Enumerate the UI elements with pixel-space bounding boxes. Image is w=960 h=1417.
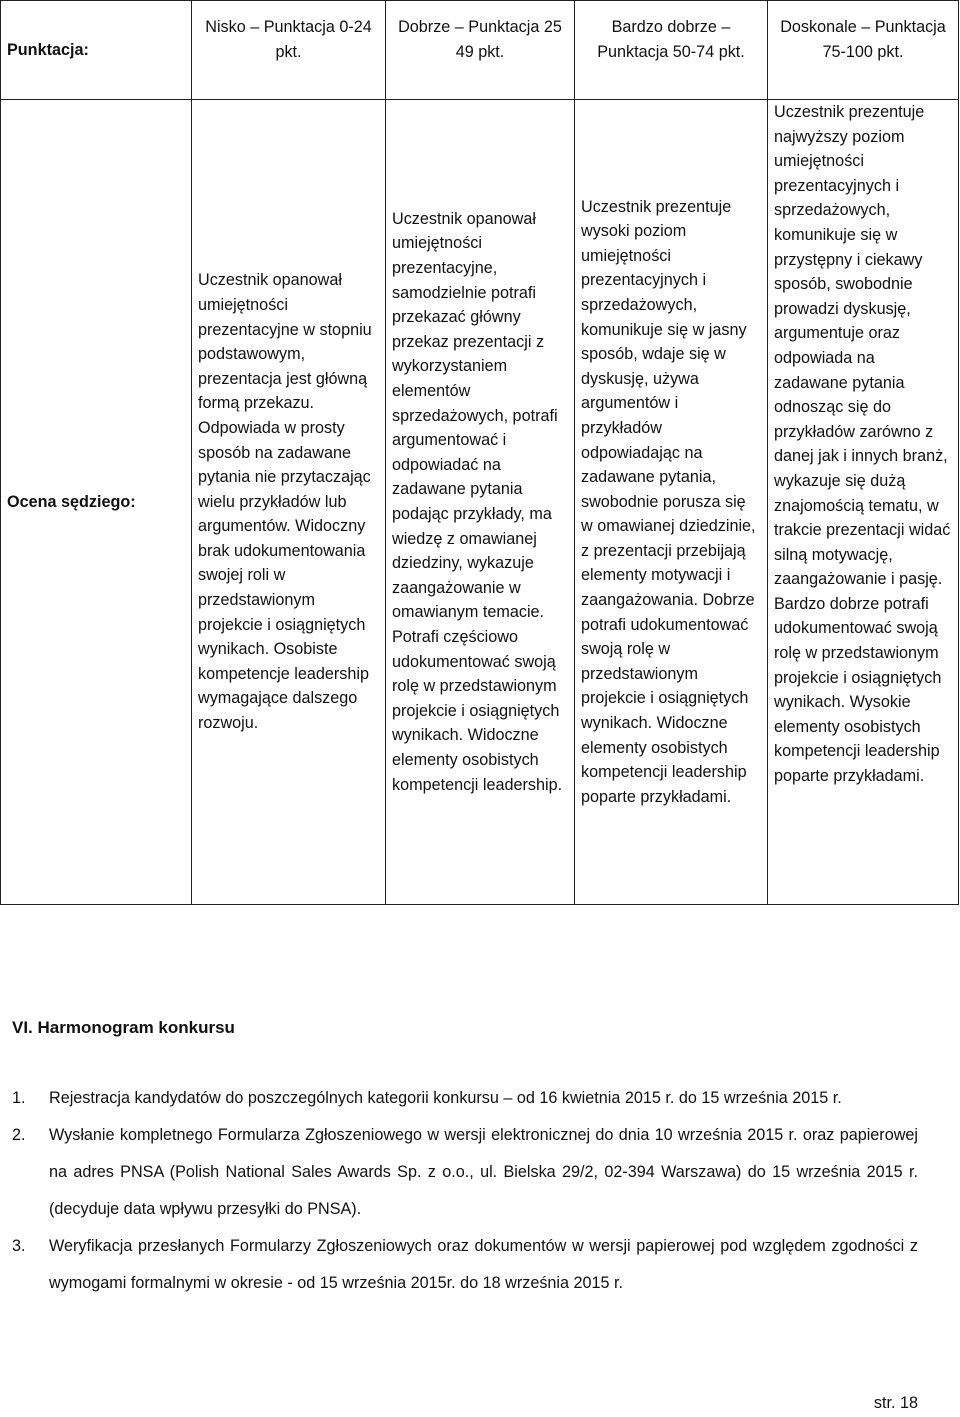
section-title: VI. Harmonogram konkursu bbox=[12, 1018, 235, 1037]
level-description-low: Uczestnik opanował umiejętności prezentacyjne w stopniu podstawowym, prezentacja jest główną formą przekazu. Odpowiada w prosty sposób na zadawane pytania nie przytaczając wielu przykładów lub argumentów. Widoczny brak udokumentowania swojej roli w przedstawionym projekcie i osiągniętych wynikach. Osobiste kompetencje leadership wymagające dalszego rozwoju. bbox=[192, 100, 386, 905]
level-name-good: Dobrze – Punktacja 25 49 pkt. bbox=[386, 1, 575, 100]
level-name-excellent: Doskonale – Punktacja 75-100 pkt. bbox=[768, 1, 959, 100]
schedule-item-number: 3. bbox=[12, 1237, 26, 1255]
scoring-header-row bbox=[1, 1, 959, 100]
schedule-item bbox=[12, 1117, 918, 1228]
schedule-item-number: 1. bbox=[12, 1089, 26, 1107]
level-description-very-good: Uczestnik prezentuje wysoki poziom umiejętności prezentacyjnych i sprzedażowych, komunikuje się w jasny sposób, wdaje się w dyskusję, używa argumentów i przykładów odpowiadając na zadawane pytania, swobodnie porusza się w omawianej dziedzinie, z prezentacji przebijają elementy motywacji i zaangażowania. Dobrze potrafi udokumentować swoją rolę w przedstawionym projekcie i osiągniętych wynikach. Widoczne elementy osobistych kompetencji leadership poparte przykładami. bbox=[575, 100, 768, 905]
level-name-very-good: Bardzo dobrze – Punktacja 50-74 pkt. bbox=[575, 1, 768, 100]
scoring-description-row bbox=[1, 100, 959, 905]
schedule-item bbox=[12, 1080, 918, 1117]
level-description-excellent: Uczestnik prezentuje najwyższy poziom umiejętności prezentacyjnych i sprzedażowych, komunikuje się w przystępny i ciekawy sposób, swobodnie prowadzi dyskusję, argumentuje oraz odpowiada na zadawane pytania odnosząc się do przykładów zarówno z danej jak i innych branż, wykazuje się dużą znajomością tematu, w trakcie prezentacji widać silną motywację, zaangażowanie i pasję. Bardzo dobrze potrafi udokumentować swoją rolę w przedstawionym projekcie i osiągniętych wynikach. Wysokie elementy osobistych kompetencji leadership poparte przykładami. bbox=[768, 100, 959, 905]
schedule-item-text: Wysłanie kompletnego Formularza Zgłoszeniowego w wersji elektronicznej do dnia 10 września 2015 r. oraz papierowej na adres PNSA (Polish National Sales Awards Sp. z o.o., ul. Bielska 29/2, 02-394 Warszawa) do 15 września 2015 r. (decyduje data wpływu przesyłki do PNSA). bbox=[49, 1126, 918, 1218]
schedule-item-number: 2. bbox=[12, 1126, 26, 1144]
level-name-low: Nisko – Punktacja 0-24 pkt. bbox=[192, 1, 386, 100]
schedule-item bbox=[12, 1228, 918, 1302]
schedule-list bbox=[12, 1080, 918, 1302]
row-label: Ocena sędziego: bbox=[1, 100, 192, 905]
schedule-item-text: Rejestracja kandydatów do poszczególnych kategorii konkursu – od 16 kwietnia 2015 r. do 15 września 2015 r. bbox=[49, 1089, 842, 1107]
level-description-good: Uczestnik opanował umiejętności prezentacyjne, samodzielnie potrafi przekazać główny przekaz prezentacji z wykorzystaniem elementów sprzedażowych, potrafi argumentować i odpowiadać na zadawane pytania podając przykłady, ma wiedzę z omawianej dziedziny, wykazuje zaangażowanie w omawianym temacie. Potrafi częściowo udokumentować swoją rolę w przedstawionym projekcie i osiągniętych wynikach. Widoczne elementy osobistych kompetencji leadership. bbox=[386, 100, 575, 905]
schedule-item-text: Weryfikacja przesłanych Formularzy Zgłoszeniowych oraz dokumentów w wersji papierowej pod względem zgodności z wymogami formalnymi w okresie - od 15 września 2015r. do 18 września 2015 r. bbox=[49, 1237, 918, 1292]
page-number: str. 18 bbox=[873, 1394, 918, 1412]
header-label: Punktacja: bbox=[1, 1, 192, 100]
